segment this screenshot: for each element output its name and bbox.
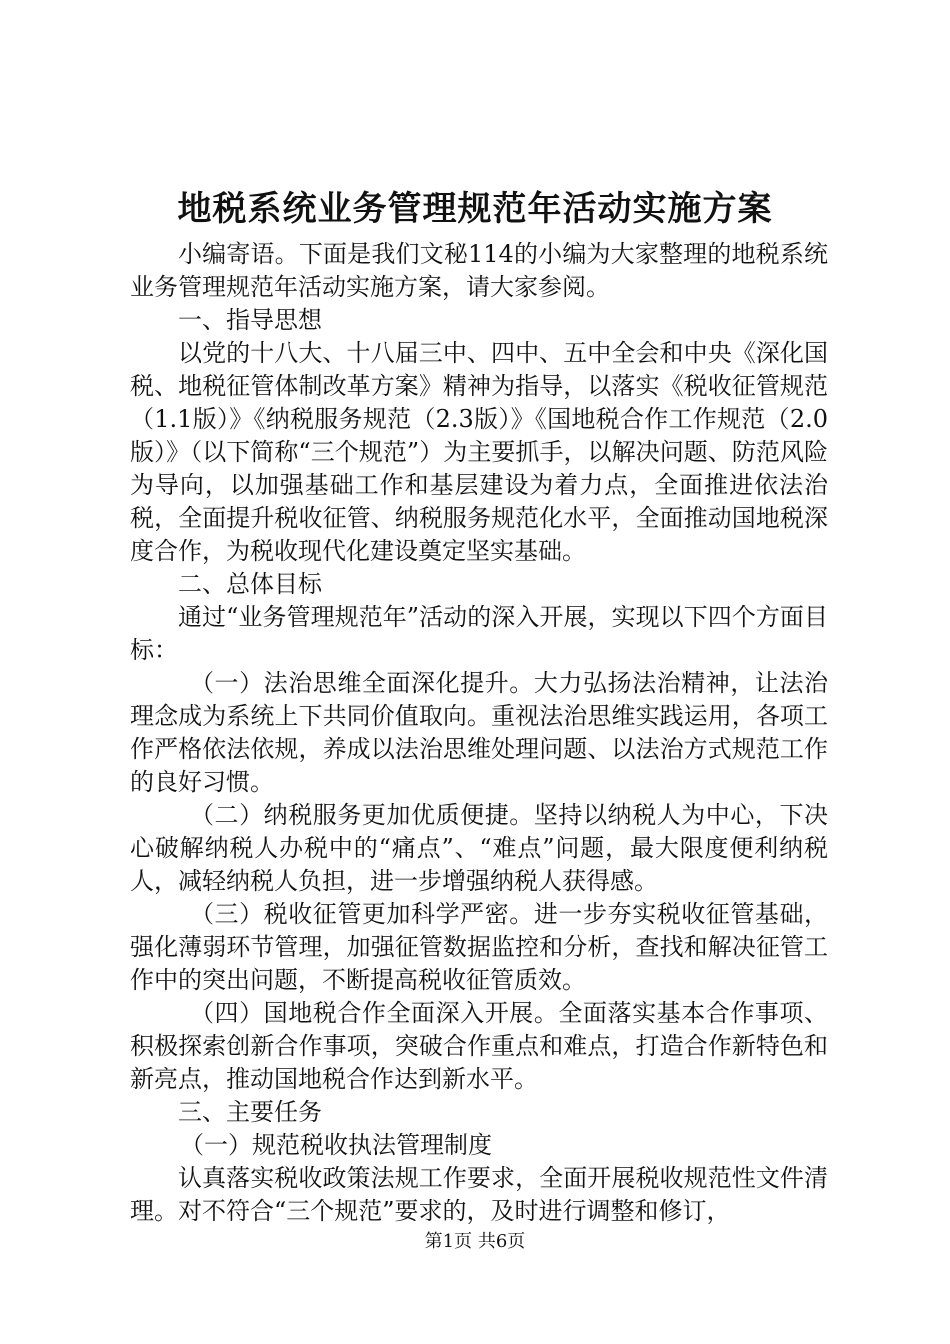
paragraph-goal-3: （三）税收征管更加科学严密。进一步夯实税收征管基础，强化薄弱环节管理，加强征管数据监控和分析，查找和解决征管工作中的突出问题，不断提高税收征管质效。: [130, 900, 828, 994]
paragraph-goal-4: （四）国地税合作全面深入开展。全面落实基本合作事项、积极探索创新合作事项，突破合作重点和难点，打造合作新特色和新亮点，推动国地税合作达到新水平。: [130, 999, 828, 1093]
paragraph-task-1: 认真落实税收政策法规工作要求，全面开展税收规范性文件清理。对不符合“三个规范”要求的，及时进行调整和修订，: [130, 1164, 828, 1225]
heading-task-1: （一）规范税收执法管理制度: [180, 1131, 492, 1159]
document-body: [130, 238, 828, 1228]
document-title: 地税系统业务管理规范年活动实施方案: [177, 189, 773, 229]
paragraph-overall-goals: 通过“业务管理规范年”活动的深入开展，实现以下四个方面目标：: [130, 603, 828, 664]
heading-main-tasks: 三、主要任务: [178, 1098, 322, 1126]
paragraph-intro: 小编寄语。下面是我们文秘114的小编为大家整理的地税系统业务管理规范年活动实施方案，请大家参阅。: [130, 240, 828, 301]
heading-overall-goals: 二、总体目标: [178, 570, 322, 598]
paragraph-guiding-ideology: 以党的十八大、十八届三中、四中、五中全会和中央《深化国税、地税征管体制改革方案》精神为指导，以落实《税收征管规范（1.1版）》《纳税服务规范（2.3版）》《国地税合作工作规范（2.0版）》（以下简称“三个规范”）为主要抓手，以解决问题、防范风险为导向，以加强基础工作和基层建设为着力点，全面推进依法治税，全面提升税收征管、纳税服务规范化水平，全面推动国地税深度合作，为税收现代化建设奠定坚实基础。: [130, 339, 828, 565]
paragraph-goal-1: （一）法治思维全面深化提升。大力弘扬法治精神，让法治理念成为系统上下共同价值取向。重视法治思维实践运用，各项工作严格依法依规，养成以法治思维处理问题、以法治方式规范工作的良好习惯。: [130, 669, 828, 796]
heading-guiding-ideology: 一、指导思想: [178, 306, 322, 334]
page-number: 第1页 共6页: [424, 1231, 526, 1252]
paragraph-goal-2: （二）纳税服务更加优质便捷。坚持以纳税人为中心，下决心破解纳税人办税中的“痛点”、“难点”问题，最大限度便利纳税人，减轻纳税人负担，进一步增强纳税人获得感。: [130, 801, 828, 895]
